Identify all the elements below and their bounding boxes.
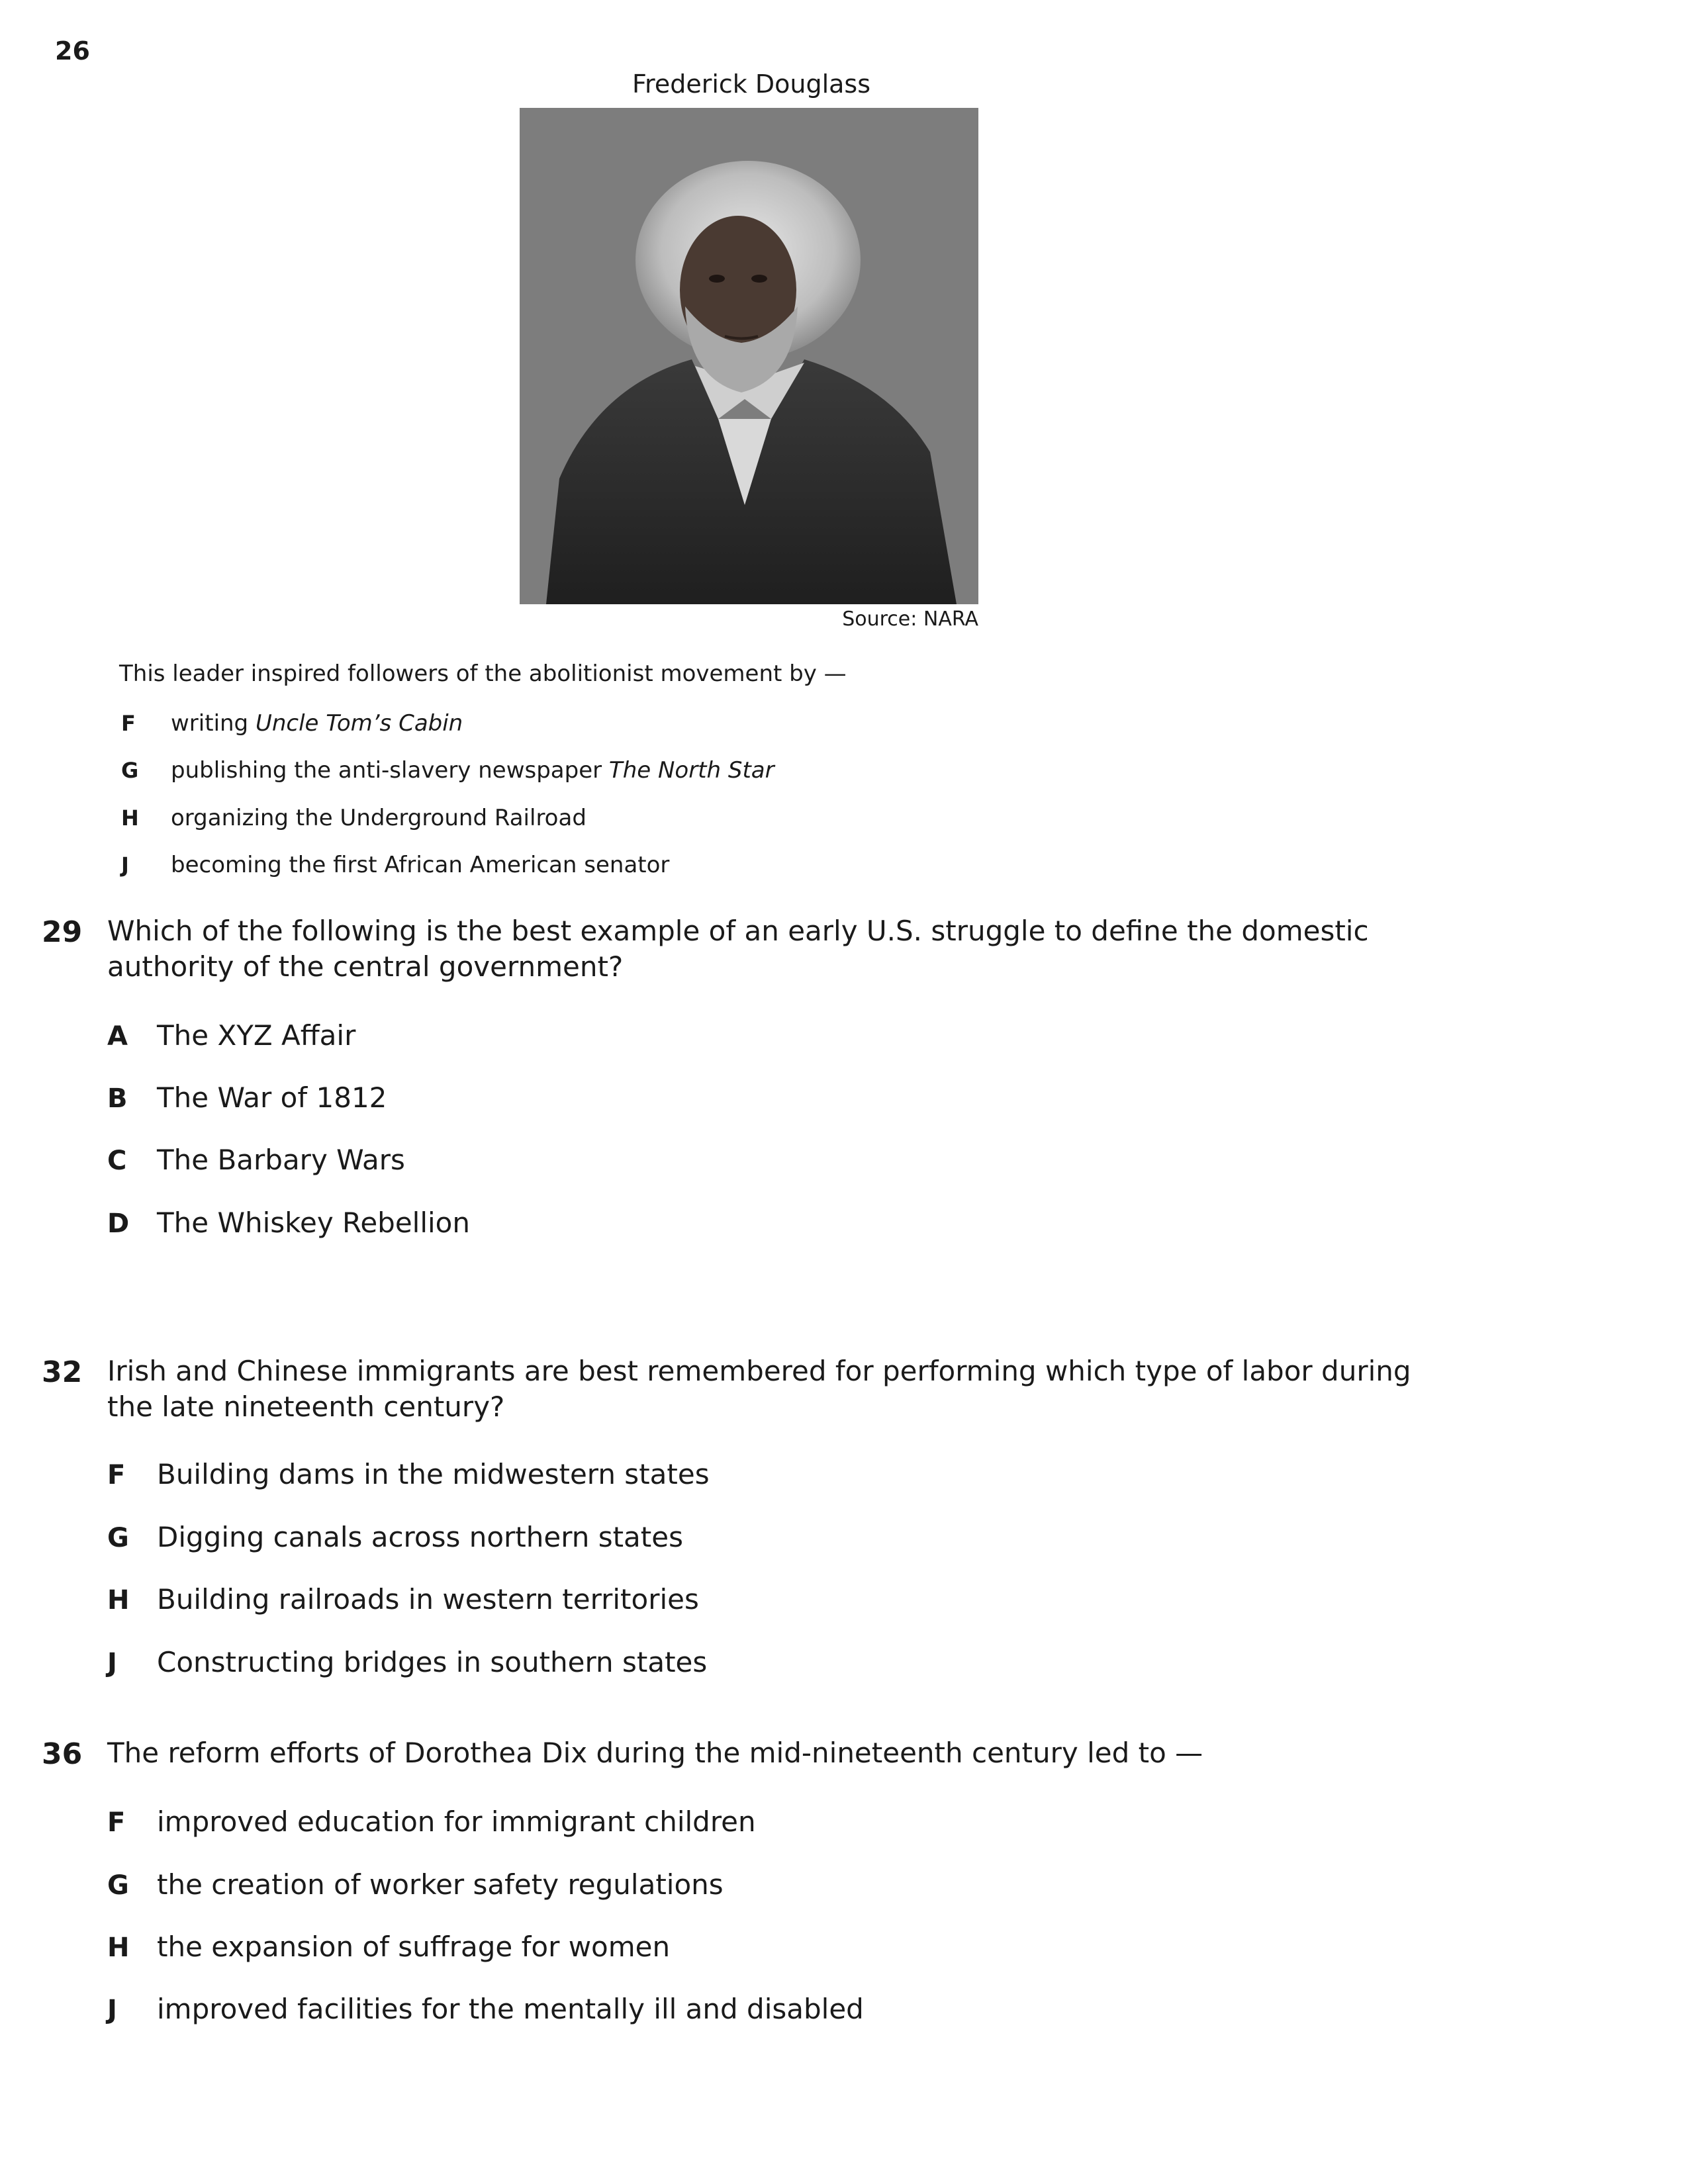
option-letter: G <box>107 1870 129 1901</box>
q32-option-j[interactable] <box>107 1646 707 1678</box>
stem-line-2: the late nineteenth century? <box>107 1390 505 1423</box>
option-text: Digging canals across northern states <box>157 1521 683 1553</box>
q32-option-f[interactable] <box>107 1458 710 1490</box>
q36-option-h[interactable] <box>107 1931 670 1963</box>
option-text: the creation of worker safety regulations <box>157 1868 724 1901</box>
option-text: The War of 1812 <box>157 1081 387 1114</box>
option-text: becoming the first African American senator <box>171 852 670 878</box>
option-text: The Barbary Wars <box>157 1144 405 1176</box>
option-letter: D <box>107 1208 130 1239</box>
q29-number: 29 <box>42 915 83 949</box>
q26-option-h[interactable] <box>121 805 586 831</box>
option-text: The XYZ Affair <box>157 1019 356 1052</box>
option-text: Building railroads in western territories <box>157 1583 699 1615</box>
q32-option-h[interactable] <box>107 1583 699 1615</box>
option-letter: H <box>121 805 139 831</box>
option-letter: J <box>121 852 129 878</box>
option-letter: G <box>121 758 139 783</box>
option-letter: H <box>107 1933 130 1963</box>
option-text: the expansion of suffrage for women <box>157 1931 671 1963</box>
option-letter: G <box>107 1523 129 1553</box>
option-letter: F <box>121 711 136 736</box>
q36-option-f[interactable] <box>107 1805 756 1838</box>
q29-option-d[interactable] <box>107 1206 470 1239</box>
q29-option-a[interactable] <box>107 1019 355 1052</box>
option-text-italic: The North Star <box>608 757 774 784</box>
q29-stem <box>107 913 1564 985</box>
option-letter: J <box>107 1995 117 2025</box>
q29-option-b[interactable] <box>107 1081 387 1114</box>
option-text: The Whiskey Rebellion <box>157 1206 470 1239</box>
stem-line-1: Which of the following is the best example of an early U.S. struggle to define the domestic <box>107 915 1369 947</box>
q36-stem: The reform efforts of Dorothea Dix during the mid-nineteenth century led to — <box>107 1737 1203 1769</box>
option-letter: A <box>107 1021 128 1052</box>
option-text: improved education for immigrant children <box>157 1805 756 1838</box>
option-letter: F <box>107 1807 126 1838</box>
option-text: Constructing bridges in southern states <box>157 1646 708 1678</box>
option-text: Building dams in the midwestern states <box>157 1458 710 1490</box>
q26-option-g[interactable] <box>121 757 774 784</box>
option-letter: C <box>107 1146 127 1176</box>
figure-title: Frederick Douglass <box>632 69 871 99</box>
stem-line-2: authority of the central government? <box>107 950 624 983</box>
q32-number: 32 <box>42 1355 83 1389</box>
option-text: writing <box>171 710 256 737</box>
portrait-illustration <box>520 108 978 604</box>
q26-option-f[interactable] <box>121 710 463 737</box>
douglass-photo <box>520 108 978 604</box>
q32-option-g[interactable] <box>107 1521 683 1553</box>
stem-line-1: Irish and Chinese immigrants are best remembered for performing which type of labor during <box>107 1355 1411 1387</box>
page-number: 26 <box>55 36 90 66</box>
option-letter: J <box>107 1648 117 1678</box>
option-letter: B <box>107 1083 128 1114</box>
q32-stem <box>107 1353 1564 1425</box>
q36-option-j[interactable] <box>107 1993 864 2025</box>
q36-number: 36 <box>42 1737 83 1771</box>
option-text: organizing the Underground Railroad <box>171 805 586 831</box>
option-text: publishing the anti-slavery newspaper <box>171 757 609 784</box>
q26-stem: This leader inspired followers of the abolitionist movement by — <box>119 660 847 687</box>
option-text-italic: Uncle Tom’s Cabin <box>255 710 463 737</box>
q36-option-g[interactable] <box>107 1868 724 1901</box>
option-letter: F <box>107 1460 126 1490</box>
q29-option-c[interactable] <box>107 1144 405 1176</box>
option-letter: H <box>107 1585 130 1615</box>
photo-source: Source: NARA <box>842 608 978 631</box>
option-text: improved facilities for the mentally ill and disabled <box>157 1993 864 2025</box>
q26-option-j[interactable] <box>121 852 669 878</box>
